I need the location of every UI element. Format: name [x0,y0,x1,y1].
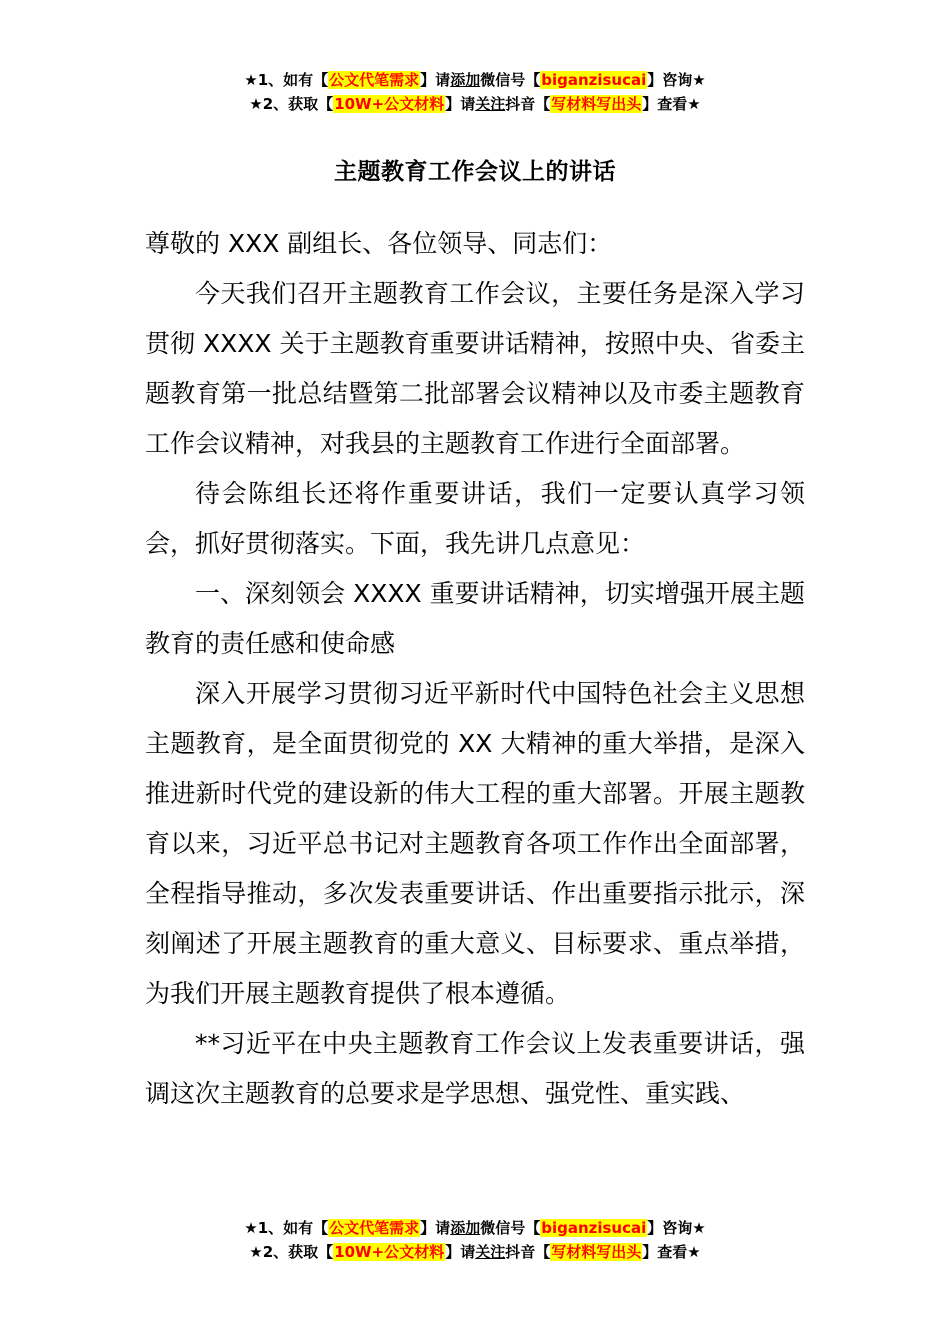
salutation: 尊敬的 XXX 副组长、各位领导、同志们： [145,229,613,258]
section-heading: 一、深刻领会 XXXX 重要讲话精神，切实增强开展主题教育的责任感和使命感 [145,579,805,658]
promo-line-2 [0,1240,950,1264]
paragraph: 深入开展学习贯彻习近平新时代中国特色社会主义思想主题教育，是全面贯彻党的 XX 大精神的重大举措，是深入推进新时代党的建设新的伟大工程的重大部署。开展主题教育以来，习近平总书记对主题教育各项工作作出全面部署，全程指导推动，多次发表重要讲话、作出重要指示批示，深刻阐述了开展主题教育的重大意义、目标要求、重点举措，为我们开展主题教育提供了根本遵循。 [145,679,805,1008]
promo-text: 抖音【 [505,1243,551,1261]
promo-text: 】请 [420,1219,451,1237]
promo-underlined-text: 关注 [475,95,506,113]
paragraph: 待会陈组长还将作重要讲话，我们一定要认真学习领会，抓好贯彻落实。下面，我先讲几点意见： [145,479,805,558]
paragraph: **习近平在中央主题教育工作会议上发表重要讲话，强调这次主题教育的总要求是学思想、强党性、重实践、 [145,1029,805,1108]
promo-highlight: 公文代笔需求 [329,71,420,89]
promo-text: 】查看★ [642,1243,701,1261]
promo-text: ★2、获取【 [249,1243,334,1261]
footer-promo-banner [0,1216,950,1264]
promo-wechat-id: biganzisucai [541,71,647,89]
promo-text: 】咨询★ [647,71,706,89]
promo-wechat-id: biganzisucai [541,1219,647,1237]
promo-highlight: 10W+公文材料 [334,95,445,113]
promo-douyin-id: 写材料写出头 [551,1243,642,1261]
promo-text: 】请 [420,71,451,89]
promo-text: 】请 [445,95,476,113]
promo-line-1 [0,1216,950,1240]
promo-text: ★1、如有【 [244,71,329,89]
promo-highlight: 公文代笔需求 [329,1219,420,1237]
header-promo-banner [0,68,950,116]
promo-line-2 [0,92,950,116]
document-body [145,219,805,1119]
promo-text: 】查看★ [642,95,701,113]
document-title: 主题教育工作会议上的讲话 [334,159,616,185]
promo-text: ★1、如有【 [244,1219,329,1237]
promo-douyin-id: 写材料写出头 [551,95,642,113]
promo-text: 抖音【 [505,95,551,113]
promo-text: 】咨询★ [647,1219,706,1237]
promo-text: 微信号【 [480,71,541,89]
promo-underlined-text: 添加 [450,1219,481,1237]
promo-underlined-text: 关注 [475,1243,506,1261]
promo-text: 】请 [445,1243,476,1261]
promo-text: ★2、获取【 [249,95,334,113]
promo-highlight: 10W+公文材料 [334,1243,445,1261]
paragraph: 今天我们召开主题教育工作会议，主要任务是深入学习贯彻 XXXX 关于主题教育重要讲话精神，按照中央、省委主题教育第一批总结暨第二批部署会议精神以及市委主题教育工作会议精神，对我县的主题教育工作进行全面部署。 [145,279,805,458]
promo-underlined-text: 添加 [450,71,481,89]
promo-line-1 [0,68,950,92]
promo-text: 微信号【 [480,1219,541,1237]
